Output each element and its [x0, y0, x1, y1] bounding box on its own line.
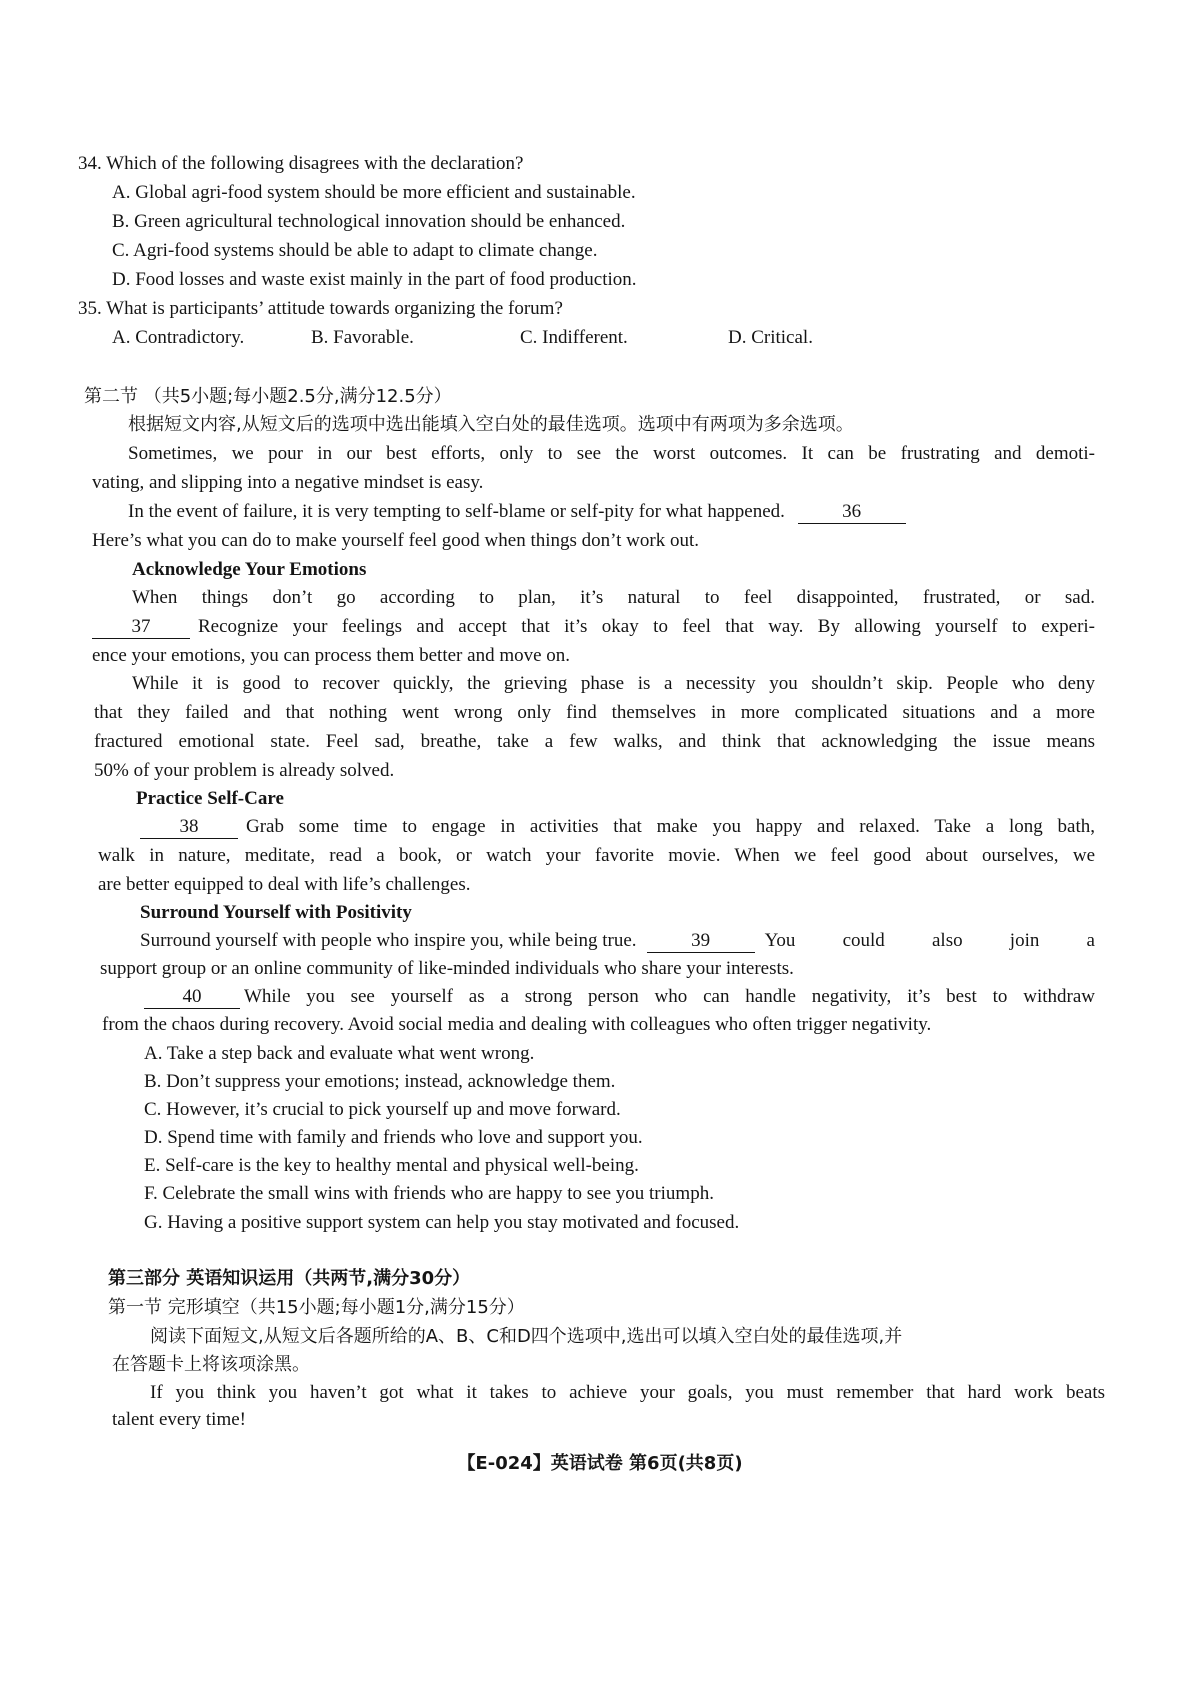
- part-3-instruction-line: 在答题卡上将该项涂黑。: [112, 1354, 310, 1375]
- page-footer: 【E-024】英语试卷 第6页(共8页): [457, 1453, 743, 1474]
- question-34-option-d: D. Food losses and waste exist mainly in the part of food production.: [112, 269, 637, 290]
- blank-39[interactable]: 39: [647, 930, 755, 953]
- cloze-text-line: If you think you haven’t got what it takes to achieve your goals, you must remember that hard work beats: [150, 1382, 1105, 1403]
- passage-line: 50% of your problem is already solved.: [94, 760, 395, 781]
- passage-line: walk in nature, meditate, read a book, or watch your favorite movie. When we feel good about ourselves, we: [98, 845, 1095, 866]
- question-34-option-a: A. Global agri-food system should be more efficient and sustainable.: [112, 182, 636, 203]
- question-35-option-d: D. Critical.: [728, 327, 813, 348]
- subheading-surround-positivity: Surround Yourself with Positivity: [140, 902, 412, 923]
- passage-line: from the chaos during recovery. Avoid social media and dealing with colleagues who often trigger negativity.: [102, 1014, 932, 1035]
- cloze-text-line: talent every time!: [112, 1409, 246, 1430]
- passage-line: [144, 984, 1095, 1010]
- part-3-instruction-line: 阅读下面短文,从短文后各题所给的A、B、C和D四个选项中,选出可以填入空白处的最佳选项,并: [150, 1326, 903, 1347]
- choice-f: F. Celebrate the small wins with friends who are happy to see you triumph.: [144, 1183, 714, 1204]
- passage-line: that they failed and that nothing went wrong only find themselves in more complicated situations and a more: [94, 702, 1095, 723]
- passage-line: are better equipped to deal with life’s challenges.: [98, 874, 471, 895]
- passage-line: While it is good to recover quickly, the grieving phase is a necessity you shouldn’t skip. People who deny: [132, 673, 1095, 694]
- passage-text: In the event of failure, it is very tempting to self-blame or self-pity for what happened.: [128, 501, 785, 522]
- choice-c: C. However, it’s crucial to pick yourself up and move forward.: [144, 1099, 621, 1120]
- passage-text: You could also join a: [764, 930, 1095, 951]
- passage-line: [140, 814, 1095, 840]
- blank-37[interactable]: 37: [92, 616, 190, 639]
- question-35-option-a: A. Contradictory.: [112, 327, 245, 348]
- part-3-heading: 第三部分 英语知识运用（共两节,满分30分）: [108, 1268, 471, 1289]
- question-35-option-b: B. Favorable.: [311, 327, 414, 348]
- question-34-option-c: C. Agri-food systems should be able to adapt to climate change.: [112, 240, 598, 261]
- passage-text: While you see yourself as a strong person who can handle negativity, it’s best to withdraw: [244, 986, 1095, 1007]
- passage-text: Surround yourself with people who inspire you, while being true.: [140, 930, 637, 951]
- blank-36[interactable]: 36: [798, 501, 906, 524]
- question-34-option-b: B. Green agricultural technological innovation should be enhanced.: [112, 211, 626, 232]
- blank-38[interactable]: 38: [140, 816, 238, 839]
- passage-text: Grab some time to engage in activities that make you happy and relaxed. Take a long bath,: [246, 816, 1095, 837]
- passage-line: [92, 614, 1095, 640]
- passage-line: Sometimes, we pour in our best efforts, only to see the worst outcomes. It can be frustrating and demoti-: [128, 443, 1095, 464]
- passage-line: Here’s what you can do to make yourself feel good when things don’t work out.: [92, 530, 699, 551]
- section-2-instruction: 根据短文内容,从短文后的选项中选出能填入空白处的最佳选项。选项中有两项为多余选项。: [128, 414, 854, 435]
- passage-line: vating, and slipping into a negative mindset is easy.: [92, 472, 484, 493]
- choice-d: D. Spend time with family and friends who love and support you.: [144, 1127, 643, 1148]
- passage-line: When things don’t go according to plan, it’s natural to feel disappointed, frustrated, or sad.: [132, 587, 1095, 608]
- question-35-option-c: C. Indifferent.: [520, 327, 628, 348]
- passage-line: fractured emotional state. Feel sad, breathe, take a few walks, and think that acknowledging the issue means: [94, 731, 1095, 752]
- blank-40[interactable]: 40: [144, 986, 240, 1009]
- question-35-stem: 35. What is participants’ attitude towards organizing the forum?: [78, 298, 563, 319]
- choice-b: B. Don’t suppress your emotions; instead, acknowledge them.: [144, 1071, 616, 1092]
- passage-text: Recognize your feelings and accept that it’s okay to feel that way. By allowing yourself to experi-: [198, 616, 1095, 637]
- choice-g: G. Having a positive support system can help you stay motivated and focused.: [144, 1212, 740, 1233]
- passage-line: ence your emotions, you can process them better and move on.: [92, 645, 571, 666]
- choice-e: E. Self-care is the key to healthy mental and physical well-being.: [144, 1155, 639, 1176]
- passage-line: [128, 499, 906, 525]
- question-34-stem: 34. Which of the following disagrees with the declaration?: [78, 153, 524, 174]
- section-2-heading: 第二节 （共5小题;每小题2.5分,满分12.5分）: [84, 386, 452, 407]
- part-3-subheading: 第一节 完形填空（共15小题;每小题1分,满分15分）: [108, 1297, 525, 1318]
- subheading-practice-self-care: Practice Self-Care: [136, 788, 284, 809]
- choice-a: A. Take a step back and evaluate what went wrong.: [144, 1043, 535, 1064]
- passage-line: support group or an online community of like-minded individuals who share your interests.: [100, 958, 794, 979]
- subheading-acknowledge-emotions: Acknowledge Your Emotions: [132, 559, 367, 580]
- passage-line: [140, 928, 1095, 954]
